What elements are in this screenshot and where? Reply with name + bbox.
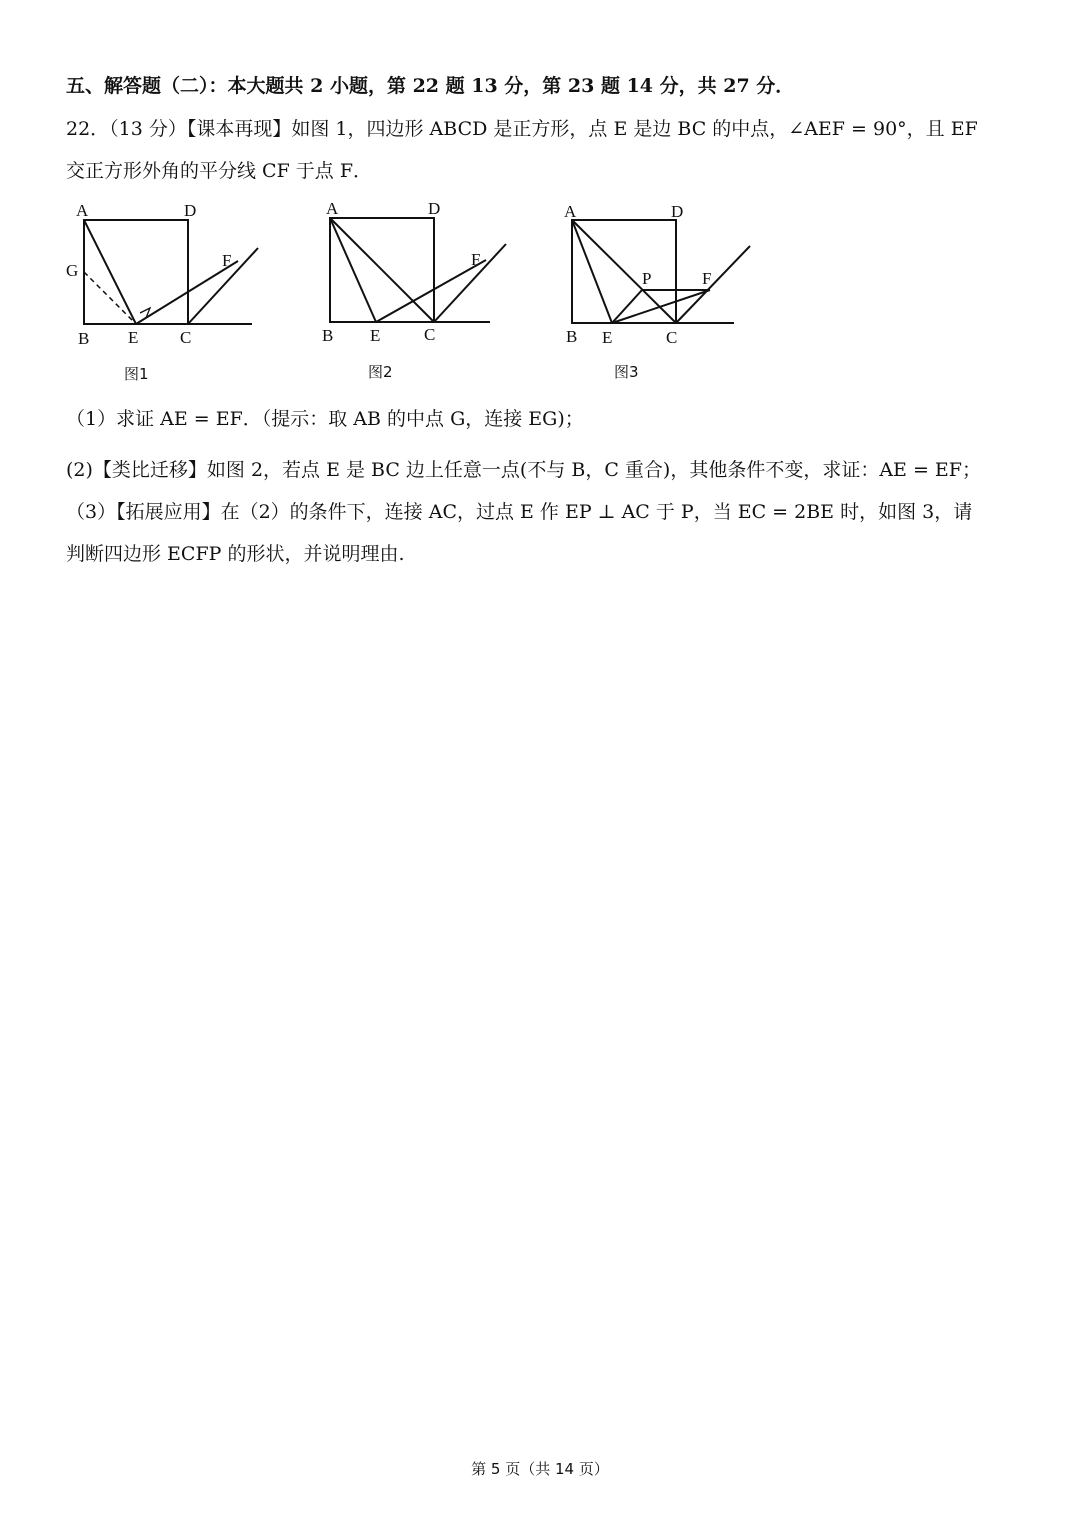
segment-ae — [84, 220, 136, 324]
label-b: B — [78, 329, 90, 348]
problem-intro-line2: 交正方形外角的平分线 CF 于点 F． — [66, 160, 373, 182]
square-abcd — [84, 220, 188, 324]
label-c: C — [666, 328, 678, 347]
label-b: B — [322, 326, 334, 345]
label-d: D — [671, 202, 684, 221]
label-p: P — [642, 269, 652, 288]
label-b: B — [566, 327, 578, 346]
figure-3-diagram — [550, 196, 760, 391]
part-3-line1: （3）【拓展应用】在（2）的条件下，连接 AC，过点 E 作 EP ⊥ AC 于 P，当 EC = 2BE 时，如图 3，请 — [66, 501, 973, 523]
part-3-line2: 判断四边形 ECFP 的形状，并说明理由. — [66, 543, 405, 565]
segment-ef — [376, 260, 486, 322]
figure-1-caption: 图1 — [124, 365, 149, 383]
figure-3 — [550, 196, 760, 395]
dashed-eg — [84, 272, 136, 324]
label-g: G — [66, 261, 79, 280]
label-f: F — [702, 269, 712, 288]
figure-1-diagram — [60, 196, 270, 391]
problem-intro-line1: 22．（13 分）【课本再现】如图 1，四边形 ABCD 是正方形，点 E 是边 BC 的中点，∠AEF = 90°，且 EF — [66, 118, 978, 140]
bisector-cf — [676, 246, 750, 323]
figure-1 — [60, 196, 270, 395]
label-f: F — [222, 251, 232, 270]
part-2: (2)【类比迁移】如图 2，若点 E 是 BC 边上任意一点(不与 B，C 重合)，其他条件不变，求证：AE = EF； — [66, 459, 981, 481]
label-a: A — [76, 201, 89, 220]
label-f: F — [471, 250, 481, 269]
label-e: E — [370, 326, 381, 345]
label-d: D — [184, 201, 197, 220]
label-c: C — [180, 328, 192, 347]
section-heading: 五、解答题（二）：本大题共 2 小题，第 22 题 13 分，第 23 题 14 分，共 27 分． — [66, 75, 795, 97]
part-1: （1）求证 AE = EF．（提示：取 AB 的中点 G，连接 EG)； — [66, 408, 584, 430]
figure-2 — [306, 196, 516, 395]
label-e: E — [602, 328, 613, 347]
label-a: A — [326, 199, 339, 218]
figure-3-caption: 图3 — [614, 363, 639, 381]
segment-ae — [572, 220, 612, 323]
label-e: E — [128, 328, 139, 347]
label-c: C — [424, 325, 436, 344]
page-footer: 第 5 页（共 14 页） — [471, 1460, 609, 1478]
figure-2-caption: 图2 — [368, 363, 393, 381]
segment-ae — [330, 218, 376, 322]
figure-2-diagram — [306, 196, 516, 391]
label-d: D — [428, 199, 441, 218]
segment-ac — [330, 218, 434, 322]
label-a: A — [564, 202, 577, 221]
